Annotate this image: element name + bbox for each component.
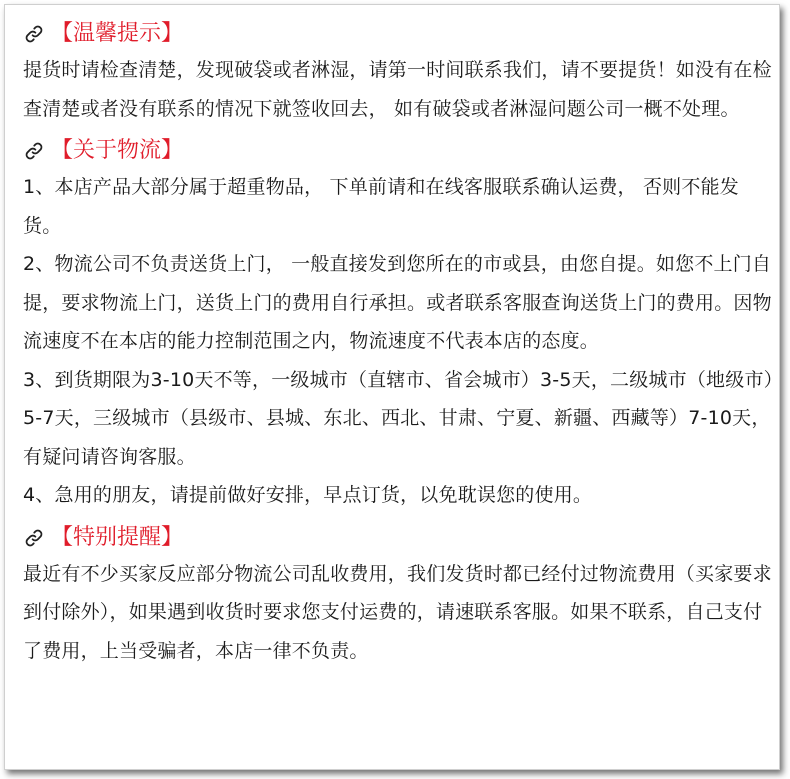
paragraph: 3、到货期限为3-10天不等，一级城市（直辖市、省会城市）3-5天，二级城市（地级市）5-7天，三级城市（县级市、县城、东北、西北、甘肃、宁夏、新疆、西藏等）7-10天，有疑问请咨询客服。: [23, 368, 774, 468]
link-icon: [23, 527, 45, 549]
section-logistics: [23, 134, 775, 515]
paragraph: 提货时请检查清楚，发现破袋或者淋湿，请第一时间联系我们，请不要提货！如没有在检查清楚或者没有联系的情况下就签收回去， 如有破袋或者淋湿问题公司一概不处理。: [23, 59, 772, 120]
section-title: 【特别提醒】: [51, 524, 184, 550]
paragraph: 最近有不少买家反应部分物流公司乱收费用，我们发货时都已经付过物流费用（买家要求到付除外），如果遇到收货时要求您支付运费的，请速联系客服。如果不联系，自己支付了费用，上当受骗者，本店一律不负责。: [23, 562, 772, 662]
section-warm-tips: [23, 17, 775, 128]
link-icon: [23, 140, 45, 162]
section-heading: [23, 134, 775, 168]
paragraph: 1、本店产品大部分属于超重物品， 下单前请和在线客服联系确认运费， 否则不能发货。: [23, 176, 739, 237]
notice-card: [4, 4, 780, 770]
section-heading: [23, 521, 775, 555]
section-title: 【关于物流】: [51, 138, 184, 163]
paragraph: 2、物流公司不负责送货上门， 一般直接发到您所在的市或县，由您自提。如您不上门自提，要求物流上门，送货上门的费用自行承担。或者联系客服查询送货上门的费用。因物流速度不在本店的能力控制范围之内，物流速度不代表本店的态度。: [23, 253, 772, 352]
section-special-reminder: [23, 521, 775, 671]
notice-content: [23, 17, 775, 676]
paragraph: 4、急用的朋友，请提前做好安排，早点订货，以免耽误您的使用。: [23, 484, 593, 506]
link-icon: [23, 23, 45, 45]
section-title: 【温馨提示】: [51, 21, 184, 46]
section-heading: [23, 17, 775, 51]
